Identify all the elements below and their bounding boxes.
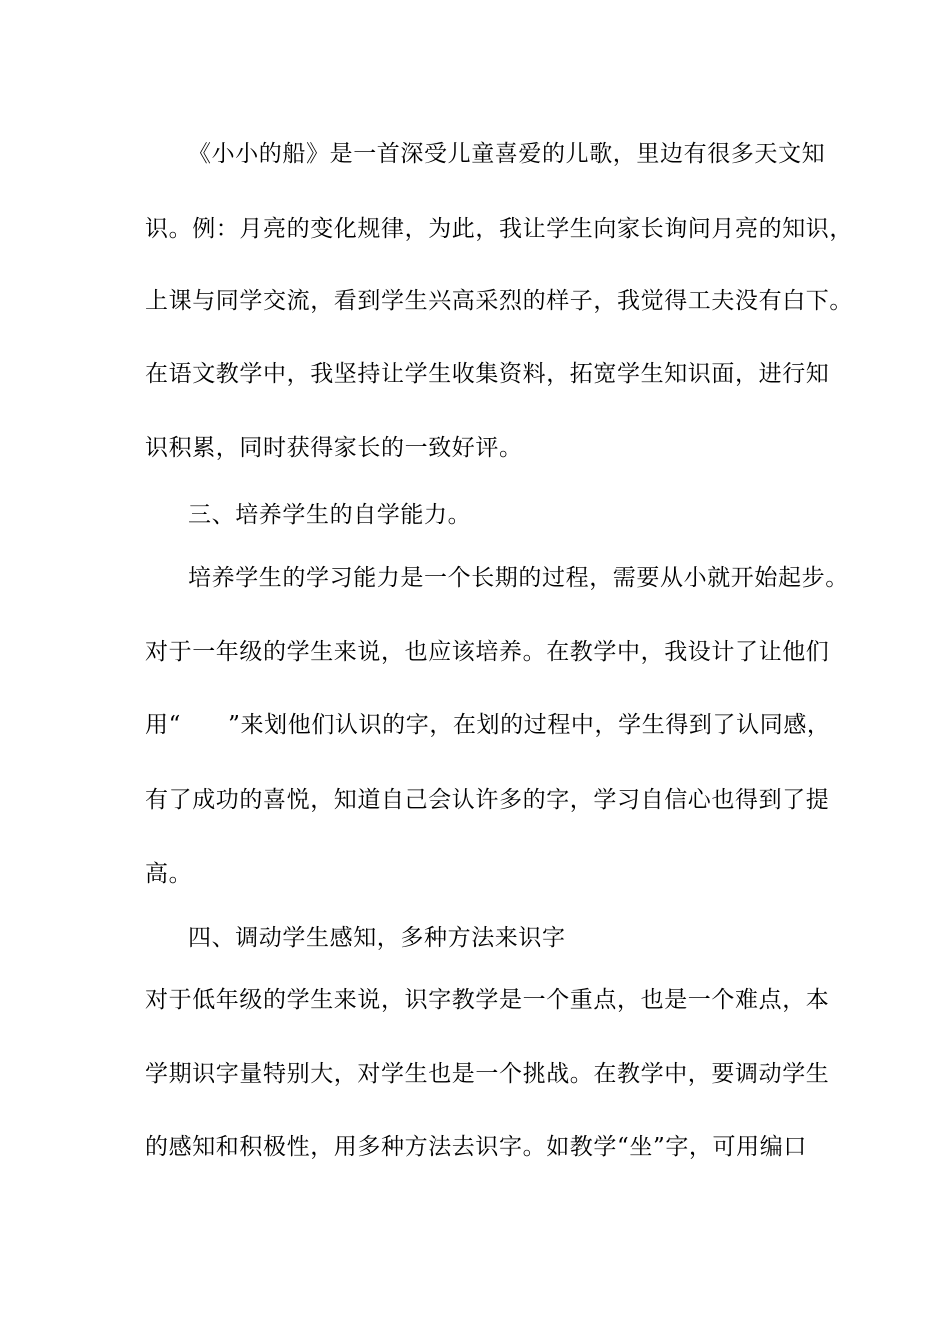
- section-heading: 四、调动学生感知，多种方法来识字: [188, 925, 566, 951]
- text-line: 《小小的船》是一首深受儿童喜爱的儿歌，里边有很多天文知: [188, 141, 826, 167]
- text-line: 的感知和积极性，用多种方法去识字。如教学“坐”字，可用编口: [145, 1134, 807, 1160]
- section-heading: 三、培养学生的自学能力。: [188, 502, 472, 528]
- text-line: 对于一年级的学生来说，也应该培养。在教学中，我设计了让他们: [145, 639, 830, 665]
- text-line: 用“ ”来划他们认识的字，在划的过程中，学生得到了认同感，: [145, 712, 831, 738]
- text-line: 识。例：月亮的变化规律，为此，我让学生向家长询问月亮的知识，: [145, 216, 853, 242]
- text-line: 有了成功的喜悦，知道自己会认许多的字，学习自信心也得到了提: [145, 787, 830, 813]
- text-line: 识积累，同时获得家长的一致好评。: [145, 435, 523, 461]
- text-line: 在语文教学中，我坚持让学生收集资料，拓宽学生知识面，进行知: [145, 361, 830, 387]
- text-line: 上课与同学交流，看到学生兴高采烈的样子，我觉得工夫没有白下。: [145, 288, 853, 314]
- text-line: 对于低年级的学生来说，识字教学是一个重点，也是一个难点，本: [145, 987, 830, 1013]
- text-line: 高。: [145, 861, 193, 887]
- text-line: 学期识字量特别大，对学生也是一个挑战。在教学中，要调动学生: [145, 1061, 830, 1087]
- text-line: 培养学生的学习能力是一个长期的过程，需要从小就开始起步。: [188, 565, 849, 591]
